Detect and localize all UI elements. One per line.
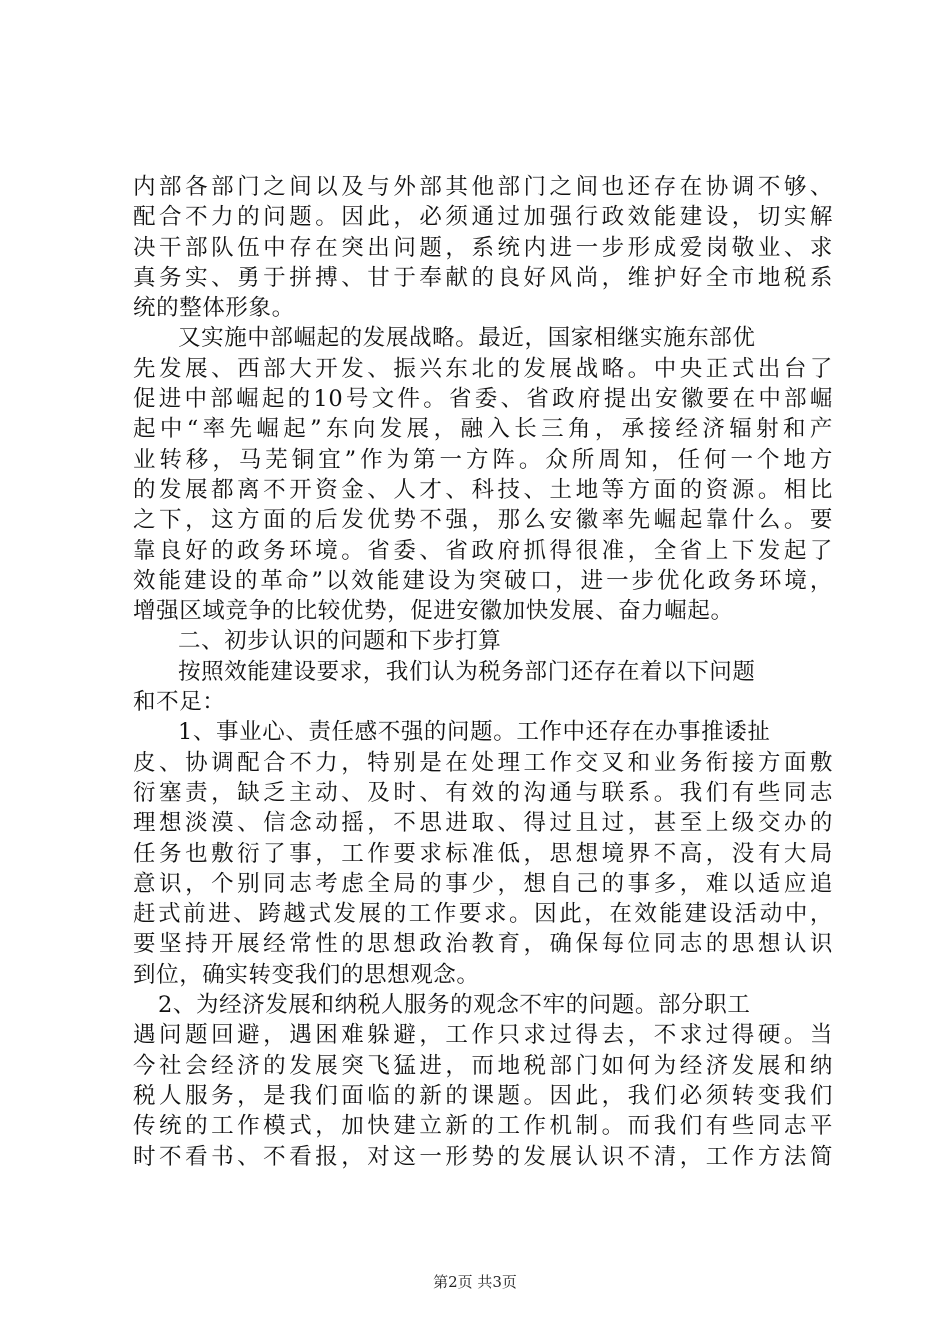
text-line: 意识，个别同志考虑全局的事少，想自己的事多，难以适应追 xyxy=(133,870,833,897)
paragraph-first-line: 又实施中部崛起的发展战略。最近，国家相继实施东部优 xyxy=(178,325,756,352)
text-line: 和不足： xyxy=(133,689,226,716)
list-item-heading: 2、为经济发展和纳税人服务的观念不牢的问题。部分职工 xyxy=(158,992,751,1019)
text-line: 皮、协调配合不力，特别是在处理工作交叉和业务衔接方面敷 xyxy=(133,749,833,776)
document-body xyxy=(133,172,833,1172)
text-line: 配合不力的问题。因此，必须通过加强行政效能建设，切实解 xyxy=(133,204,833,231)
text-line: 理想淡漠、信念动摇，不思进取、得过且过，甚至上级交办的 xyxy=(133,810,833,837)
text-line: 赶式前进、跨越式发展的工作要求。因此，在效能建设活动中， xyxy=(133,901,833,928)
paragraph-first-line: 按照效能建设要求，我们认为税务部门还存在着以下问题 xyxy=(178,658,756,685)
text-line: 任务也敷衍了事，工作要求标准低，思想境界不高，没有大局 xyxy=(133,840,833,867)
text-line: 遇问题回避，遇困难躲避，工作只求过得去，不求过得硬。当 xyxy=(133,1022,833,1049)
page-number-footer: 第2页 共3页 xyxy=(433,1273,517,1291)
text-line: 效能建设的革命”以效能建设为突破口，进一步优化政务环境， xyxy=(133,567,833,594)
text-line: 要坚持开展经常性的思想政治教育，确保每位同志的思想认识 xyxy=(133,931,833,958)
text-line: 税人服务，是我们面临的新的课题。因此，我们必须转变我们 xyxy=(133,1082,833,1109)
text-line: 到位，确实转变我们的思想观念。 xyxy=(133,961,480,988)
text-line: 之下，这方面的后发优势不强，那么安徽率先崛起靠什么。要 xyxy=(133,507,833,534)
text-line: 内部各部门之间以及与外部其他部门之间也还存在协调不够、 xyxy=(133,174,833,200)
text-line: 起中“率先崛起”东向发展，融入长三角，承接经济辐射和产 xyxy=(133,416,833,443)
text-line: 衍塞责，缺乏主动、及时、有效的沟通与联系。我们有些同志 xyxy=(133,779,833,806)
text-line: 业转移，马芜铜宜”作为第一方阵。众所周知，任何一个地方 xyxy=(133,446,833,473)
text-line: 决干部队伍中存在突出问题，系统内进一步形成爱岗敬业、求 xyxy=(133,234,833,261)
text-line: 增强区域竞争的比较优势，促进安徽加快发展、奋力崛起。 xyxy=(133,598,734,625)
text-line: 传统的工作模式，加快建立新的工作机制。而我们有些同志平 xyxy=(133,1113,833,1140)
text-line: 真务实、勇于拼搏、甘于奉献的良好风尚，维护好全市地税系 xyxy=(133,264,833,291)
list-item-heading: 1、事业心、责任感不强的问题。工作中还存在办事推诿扯 xyxy=(178,719,771,746)
section-heading: 二、初步认识的问题和下步打算 xyxy=(178,628,502,655)
text-line: 的发展都离不开资金、人才、科技、土地等方面的资源。相比 xyxy=(133,476,833,503)
text-line: 时不看书、不看报，对这一形势的发展认识不清，工作方法简 xyxy=(133,1143,833,1170)
text-line: 今社会经济的发展突飞猛进，而地税部门如何为经济发展和纳 xyxy=(133,1052,833,1079)
text-line: 靠良好的政务环境。省委、省政府抓得很准，全省上下发起了 xyxy=(133,537,833,564)
text-line: 先发展、西部大开发、振兴东北的发展战略。中央正式出台了 xyxy=(133,355,833,382)
text-line: 统的整体形象。 xyxy=(133,295,295,322)
text-line: 促进中部崛起的10号文件。省委、省政府提出安徽要在中部崛 xyxy=(133,386,833,413)
